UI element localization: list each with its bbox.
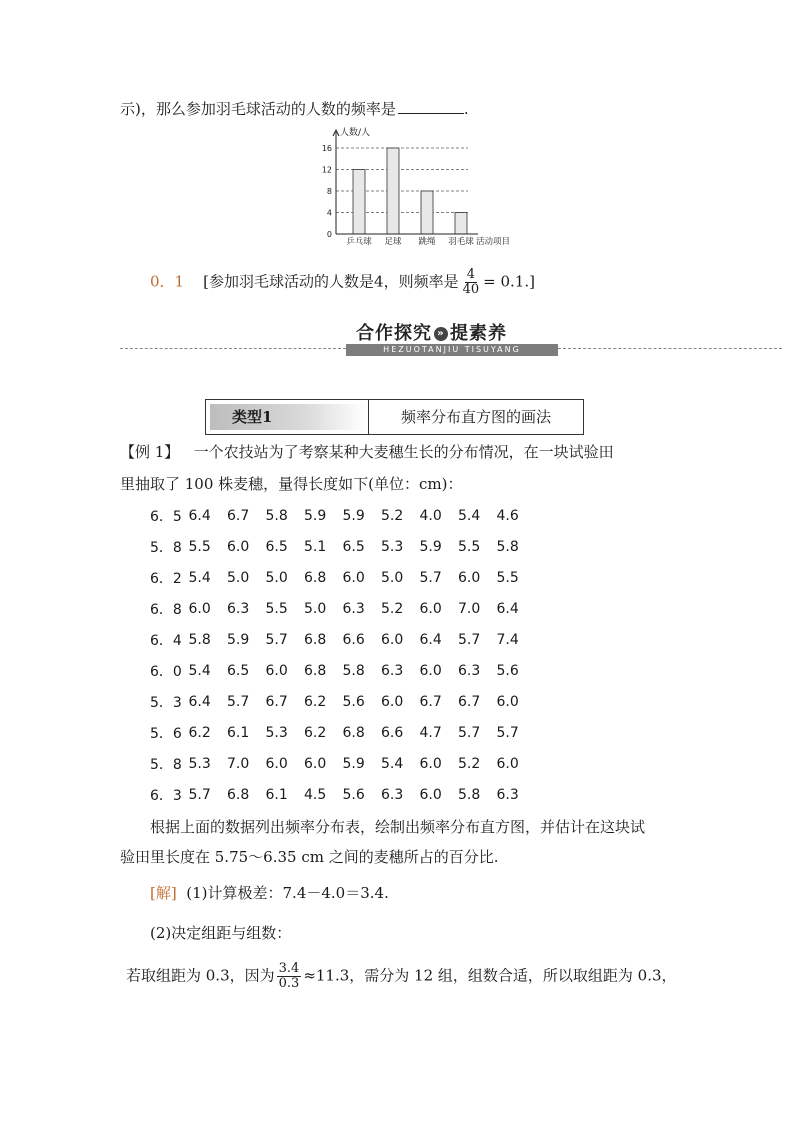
- table-cell: 5.9: [419, 538, 442, 555]
- table-cell: 6．0: [150, 663, 182, 680]
- data-table: [150, 500, 535, 810]
- table-cell: 6.1: [265, 786, 288, 803]
- table-cell: 6.8: [304, 662, 327, 679]
- table-cell: 5.4: [188, 569, 211, 586]
- y-tick-label: 16: [321, 144, 332, 153]
- table-cell: 5.9: [304, 507, 327, 524]
- example-line-1: [120, 441, 614, 462]
- table-cell: 5.7: [419, 569, 442, 586]
- solution-label: [解]: [150, 884, 177, 902]
- section-banner-subtitle: HEZUOTANJIU TISUYANG: [346, 344, 558, 356]
- table-cell: 5.8: [496, 538, 519, 555]
- y-axis-label: 人数/人: [340, 128, 371, 138]
- table-cell: 4.7: [419, 724, 442, 741]
- table-cell: 6.0: [265, 755, 288, 772]
- table-cell: 5.9: [227, 631, 250, 648]
- table-cell: 5.2: [381, 507, 404, 524]
- intro-end: .: [463, 100, 469, 118]
- y-tick-label: 0: [326, 230, 332, 239]
- table-cell: 6.3: [342, 600, 365, 617]
- table-cell: 5．6: [150, 725, 182, 742]
- solution-step-2: [150, 922, 291, 943]
- table-cell: 6.4: [188, 507, 211, 524]
- question-line-1: [150, 816, 645, 837]
- table-cell: 6.5: [265, 538, 288, 555]
- example-line-2: [120, 473, 463, 494]
- table-cell: 5.1: [304, 538, 327, 555]
- table-cell: 5.7: [496, 724, 519, 741]
- x-tick-label: 乒乓球: [346, 237, 372, 247]
- table-row: [150, 500, 535, 531]
- table-cell: 7.0: [227, 755, 250, 772]
- table-cell: 5．3: [150, 694, 182, 711]
- table-cell: 6.0: [304, 755, 327, 772]
- table-cell: 6.2: [304, 693, 327, 710]
- y-tick-label: 12: [321, 165, 332, 175]
- table-row: [150, 748, 535, 779]
- example-text-1: 一个农技站为了考察某种大麦穗生长的分布情况，在一块试验田: [193, 443, 614, 461]
- x-tick-label: 跳绳: [418, 237, 436, 247]
- solution-frac-denominator: 0.3: [278, 976, 300, 991]
- answer-blank: [398, 101, 464, 114]
- fraction-denominator: 40: [462, 282, 480, 297]
- table-cell: 5.5: [188, 538, 211, 555]
- table-cell: 6．2: [150, 570, 182, 587]
- table-cell: 5.7: [458, 631, 481, 648]
- table-cell: 5.5: [458, 538, 481, 555]
- bar-chart: [312, 124, 512, 250]
- chart-labels: [322, 126, 510, 247]
- answer-result: = 0.1.]: [483, 272, 535, 291]
- answer-line: [150, 268, 535, 297]
- table-cell: 6.0: [419, 786, 442, 803]
- solution-step-3-a: 若取组距为 0.3，因为: [126, 966, 275, 985]
- intro-text: 示)，那么参加羽毛球活动的人数的频率是: [120, 100, 396, 118]
- table-cell: 6.3: [381, 786, 404, 803]
- y-tick-label: 8: [326, 187, 332, 196]
- example-label: 【例 1】: [120, 443, 180, 461]
- banner-rule-right: [558, 348, 782, 349]
- table-cell: 5.0: [381, 569, 404, 586]
- solution-step-3: [126, 962, 677, 991]
- question-text-1: 根据上面的数据列出频率分布表，绘制出频率分布直方图，并估计在这块试: [150, 818, 646, 836]
- table-cell: 5.6: [342, 786, 365, 803]
- table-cell: 6.3: [496, 786, 519, 803]
- table-cell: 5.4: [458, 507, 481, 524]
- table-cell: 5.3: [381, 538, 404, 555]
- table-cell: 5.0: [227, 569, 250, 586]
- table-cell: 6.4: [419, 631, 442, 648]
- table-row: [150, 593, 535, 624]
- table-row: [150, 717, 535, 748]
- table-cell: 6．8: [150, 601, 182, 618]
- chart-bars: [353, 148, 467, 234]
- table-cell: 5.8: [265, 507, 288, 524]
- table-cell: 5.8: [188, 631, 211, 648]
- table-cell: 5.7: [227, 693, 250, 710]
- table-cell: 6．4: [150, 632, 182, 649]
- table-cell: 6.3: [381, 662, 404, 679]
- table-cell: 4.5: [304, 786, 327, 803]
- intro-line: [120, 98, 469, 119]
- fraction-numerator: 4: [466, 267, 475, 282]
- banner-title-left: 合作探究: [356, 323, 432, 344]
- chevron-right-icon: »: [434, 327, 448, 341]
- example-text-2: 里抽取了 100 株麦穗，量得长度如下(单位：cm)：: [120, 475, 463, 493]
- table-cell: 6.6: [342, 631, 365, 648]
- table-cell: 6.4: [496, 600, 519, 617]
- table-cell: 5.6: [342, 693, 365, 710]
- table-cell: 5.5: [265, 600, 288, 617]
- section-banner-title: [356, 319, 507, 345]
- table-cell: 5.4: [381, 755, 404, 772]
- table-cell: 6.0: [188, 600, 211, 617]
- bar: [353, 170, 365, 235]
- table-cell: 6.0: [496, 693, 519, 710]
- table-cell: 5.6: [496, 662, 519, 679]
- answer-fraction: [461, 268, 482, 297]
- table-cell: 6.7: [419, 693, 442, 710]
- solution-step-2-text: (2)决定组距与组数：: [150, 924, 292, 942]
- table-cell: 6.3: [227, 600, 250, 617]
- solution-step-1: [150, 882, 389, 903]
- table-cell: 6.5: [342, 538, 365, 555]
- table-cell: 5.7: [458, 724, 481, 741]
- table-cell: 5.3: [188, 755, 211, 772]
- table-cell: 5.7: [188, 786, 211, 803]
- x-tick-label: 羽毛球: [448, 237, 474, 247]
- type-header-box: [205, 399, 584, 435]
- type-title: 频率分布直方图的画法: [400, 408, 551, 426]
- table-cell: 7.4: [496, 631, 519, 648]
- table-row: [150, 531, 535, 562]
- table-cell: 5.8: [458, 786, 481, 803]
- table-cell: 6.0: [458, 569, 481, 586]
- y-tick-label: 4: [326, 208, 332, 218]
- answer-count: 4: [374, 272, 384, 291]
- table-cell: 6.7: [458, 693, 481, 710]
- table-cell: 6.0: [265, 662, 288, 679]
- table-cell: 5.0: [265, 569, 288, 586]
- table-cell: 6.5: [227, 662, 250, 679]
- table-cell: 6.3: [458, 662, 481, 679]
- question-text-2: 验田里长度在 5.75～6.35 cm 之间的麦穗所占的百分比.: [120, 848, 499, 866]
- table-cell: 4.0: [419, 507, 442, 524]
- table-cell: 5.2: [381, 600, 404, 617]
- solution-fraction: [277, 962, 302, 991]
- table-cell: 5．8: [150, 539, 182, 556]
- type-tag: 类型1: [210, 404, 366, 430]
- table-cell: 6.8: [304, 569, 327, 586]
- banner-title-right: 提素养: [450, 323, 507, 344]
- table-cell: 5.4: [188, 662, 211, 679]
- table-cell: 5.8: [342, 662, 365, 679]
- table-cell: 6.0: [419, 600, 442, 617]
- table-cell: 6.0: [496, 755, 519, 772]
- table-cell: 6.2: [304, 724, 327, 741]
- table-cell: 5.7: [265, 631, 288, 648]
- table-cell: 5.0: [304, 600, 327, 617]
- table-cell: 6.1: [227, 724, 250, 741]
- table-cell: 6.4: [188, 693, 211, 710]
- bar: [455, 213, 467, 235]
- answer-value: 0．1: [150, 272, 185, 291]
- answer-explain-a: [参加羽毛球活动的人数是: [203, 272, 375, 291]
- table-row: [150, 624, 535, 655]
- x-tick-label: 足球: [384, 237, 402, 247]
- solution-step-3-b: ≈11.3，需分为 12 组，组数合适，所以取组距为 0.3，: [303, 966, 677, 985]
- x-axis-label: 活动项目: [475, 237, 510, 247]
- answer-explain-b: ，则频率是: [383, 272, 459, 291]
- question-line-2: [120, 846, 499, 867]
- table-cell: 7.0: [458, 600, 481, 617]
- banner-rule-left: [120, 348, 346, 349]
- table-cell: 5.9: [342, 755, 365, 772]
- table-cell: 6.7: [227, 507, 250, 524]
- solution-frac-numerator: 3.4: [278, 961, 300, 976]
- table-cell: 5.2: [458, 755, 481, 772]
- table-cell: 6．5: [150, 508, 182, 525]
- table-cell: 4.6: [496, 507, 519, 524]
- table-cell: 6．3: [150, 787, 182, 804]
- table-cell: 5.9: [342, 507, 365, 524]
- table-cell: 5.5: [496, 569, 519, 586]
- table-cell: 6.0: [419, 662, 442, 679]
- table-row: [150, 655, 535, 686]
- table-row: [150, 779, 535, 810]
- bar: [387, 148, 399, 234]
- table-cell: 5．8: [150, 756, 182, 773]
- table-cell: 6.7: [265, 693, 288, 710]
- table-cell: 5.3: [265, 724, 288, 741]
- table-cell: 6.2: [188, 724, 211, 741]
- table-row: [150, 562, 535, 593]
- table-cell: 6.0: [342, 569, 365, 586]
- table-cell: 6.6: [381, 724, 404, 741]
- table-cell: 6.0: [227, 538, 250, 555]
- table-cell: 6.0: [419, 755, 442, 772]
- table-cell: 6.0: [381, 631, 404, 648]
- table-cell: 6.8: [342, 724, 365, 741]
- table-cell: 6.8: [227, 786, 250, 803]
- table-cell: 6.0: [381, 693, 404, 710]
- table-cell: 6.8: [304, 631, 327, 648]
- solution-step-1-text: (1)计算极差：7.4－4.0＝3.4.: [186, 884, 389, 902]
- bar: [421, 191, 433, 234]
- table-row: [150, 686, 535, 717]
